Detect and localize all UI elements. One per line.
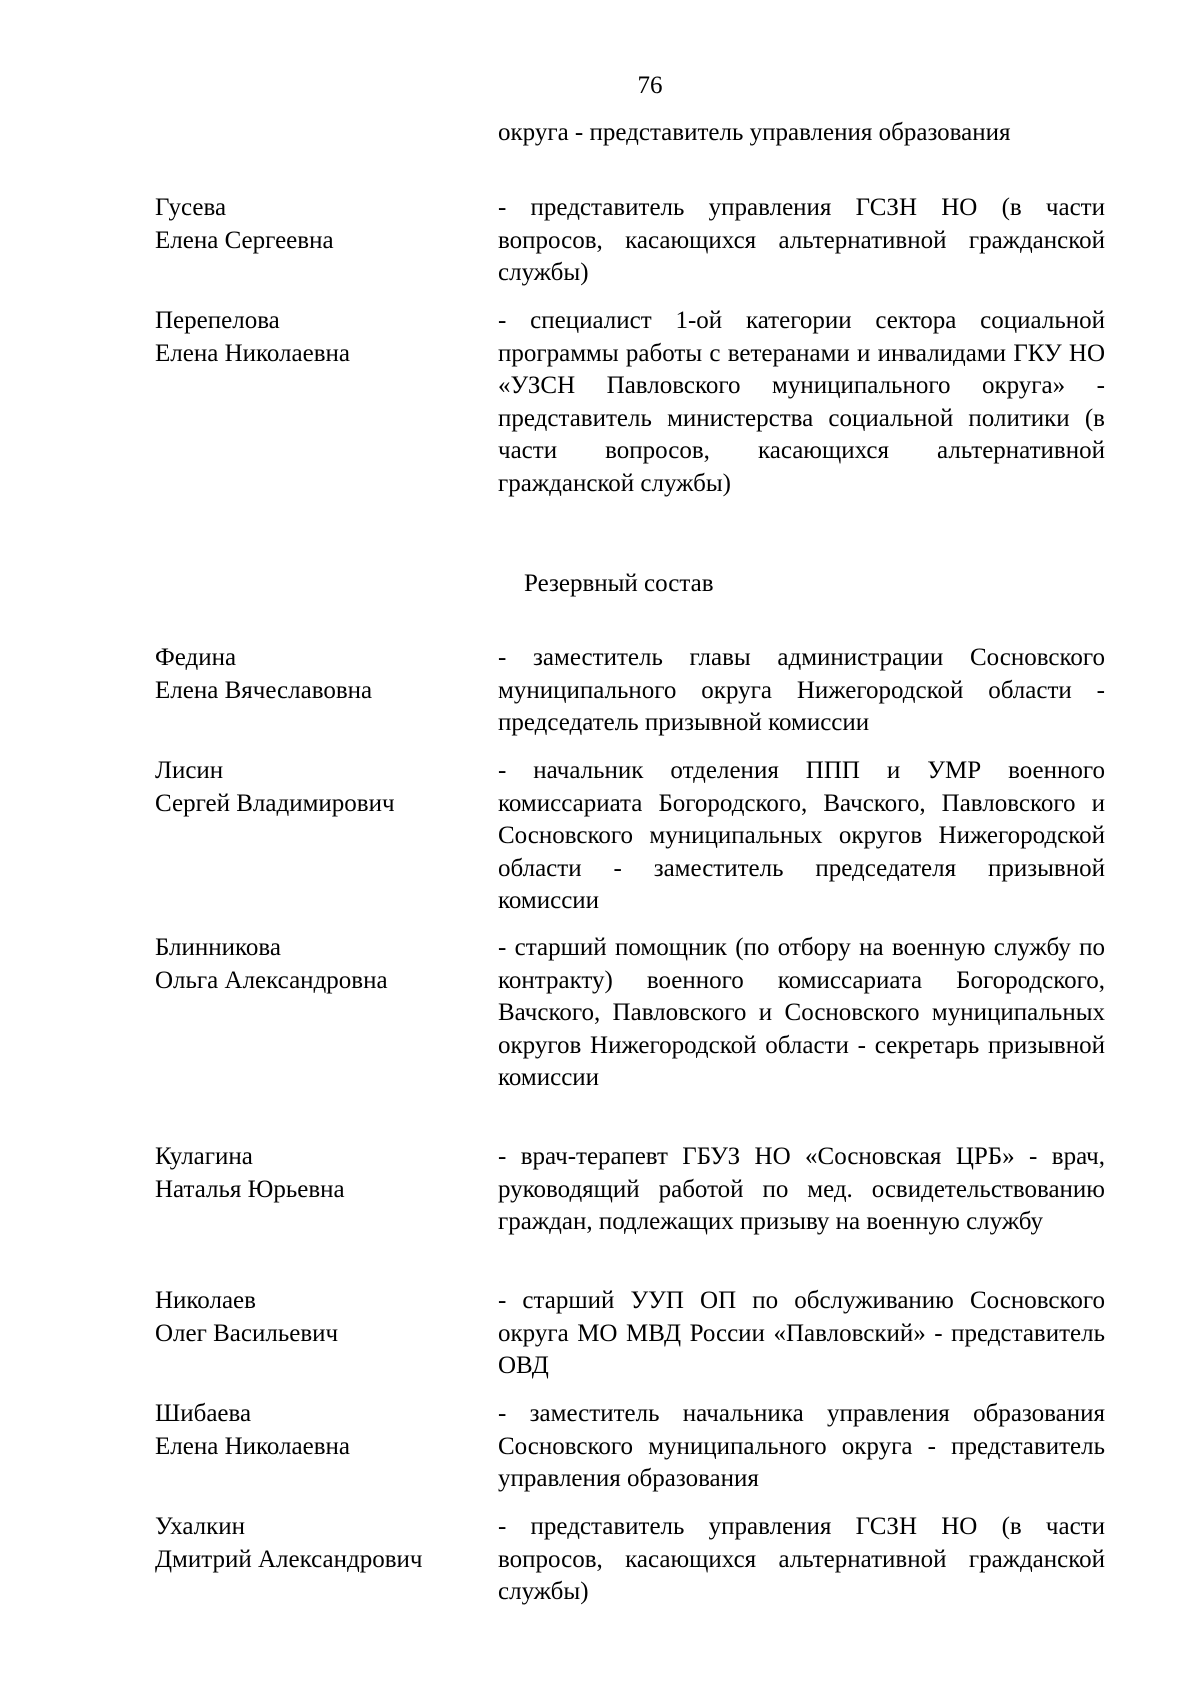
member-given-name: Елена Николаевна	[155, 339, 350, 367]
member-role: - врач-терапевт ГБУЗ НО «Сосновская ЦРБ» - врач, руководящий работой по мед. освидетельствованию граждан, подлежащих призыву на военную службу	[498, 1143, 1105, 1235]
member-given-name: Дмитрий Александрович	[155, 1545, 423, 1573]
member-given-name: Елена Вячеславовна	[155, 676, 373, 704]
reserve-heading: Резервный состав	[524, 570, 714, 597]
member-role: - старший помощник (по отбору на военную службу по контракту) военного комиссариата Богородского, Вачского, Павловского и Сосновского муниципальных округов Нижегородской области - секретарь призывной комиссии	[498, 934, 1105, 1091]
member-given-name: Олег Васильевич	[155, 1319, 339, 1347]
member-given-name: Ольга Александровна	[155, 966, 388, 994]
member-surname: Шибаева	[155, 1400, 252, 1427]
member-role: - заместитель начальника управления образования Сосновского муниципального округа - представитель управления образования	[498, 1400, 1105, 1492]
member-name	[155, 755, 475, 820]
member-name	[155, 932, 475, 997]
member-given-name: Сергей Владимирович	[155, 789, 395, 817]
member-name	[155, 642, 475, 707]
member-given-name: Наталья Юрьевна	[155, 1175, 345, 1203]
member-name	[155, 192, 475, 257]
member-surname: Гусева	[155, 194, 227, 221]
page-number: 76	[637, 72, 663, 99]
member-surname: Ухалкин	[155, 1513, 246, 1540]
member-role: - специалист 1-ой категории сектора социальной программы работы с ветеранами и инвалидами ГКУ НО «УЗСН Павловского муниципального округа» - представитель министерства социальной политики (в части вопросов, касающихся альтернативной гражданской службы)	[498, 307, 1105, 497]
member-name	[155, 305, 475, 370]
member-role: - заместитель главы администрации Сосновского муниципального округа Нижегородской области - председатель призывной комиссии	[498, 644, 1105, 736]
member-surname: Кулагина	[155, 1143, 253, 1170]
member-role: - начальник отделения ППП и УМР военного комиссариата Богородского, Вачского, Павловского и Сосновского муниципальных округов Нижегородской области - заместитель председателя призывной комиссии	[498, 757, 1105, 914]
member-surname: Федина	[155, 644, 237, 671]
member-role: - представитель управления ГСЗН НО (в части вопросов, касающихся альтернативной гражданской службы)	[498, 1513, 1105, 1605]
member-name	[155, 1141, 475, 1206]
member-surname: Перепелова	[155, 307, 280, 334]
member-name	[155, 1285, 475, 1350]
continuation-text: округа - представитель управления образования	[498, 119, 1011, 146]
member-surname: Блинникова	[155, 934, 281, 961]
member-given-name: Елена Сергеевна	[155, 226, 334, 254]
member-name	[155, 1398, 475, 1463]
member-role: - представитель управления ГСЗН НО (в части вопросов, касающихся альтернативной гражданской службы)	[498, 194, 1105, 286]
member-name	[155, 1511, 475, 1576]
member-role: - старший УУП ОП по обслуживанию Сосновского округа МО МВД России «Павловский» - представитель ОВД	[498, 1287, 1105, 1379]
member-surname: Лисин	[155, 757, 224, 784]
member-surname: Николаев	[155, 1287, 256, 1314]
member-given-name: Елена Николаевна	[155, 1432, 350, 1460]
